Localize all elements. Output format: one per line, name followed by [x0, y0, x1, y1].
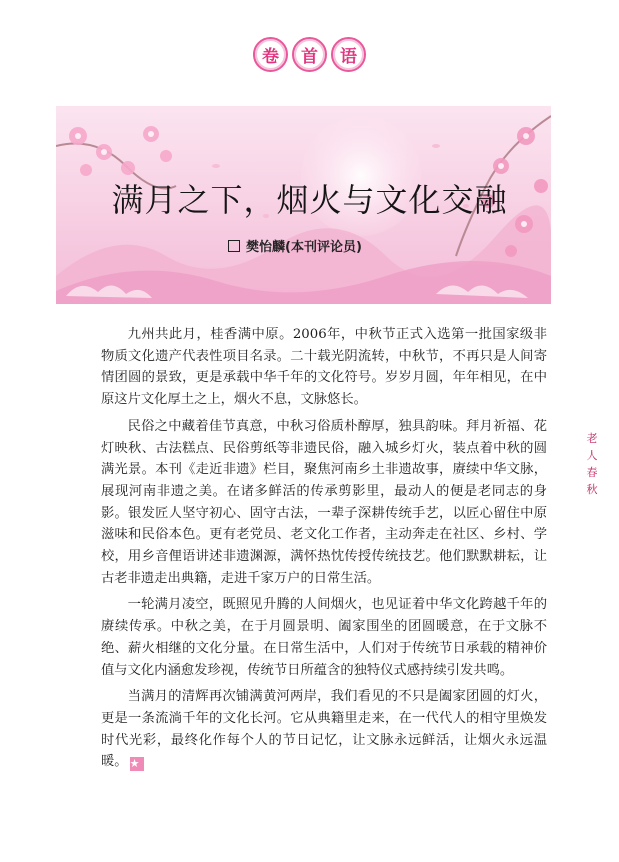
byline [228, 236, 362, 255]
column-header [0, 37, 619, 72]
side-column-label [584, 430, 600, 498]
header-char-2: 首 [292, 37, 327, 72]
byline-box-icon [228, 240, 240, 252]
paragraph-4 [101, 686, 547, 773]
side-char-3: 春 [586, 466, 598, 479]
paragraph-4-text: 当满月的清辉再次铺满黄河两岸，我们看见的不只是阖家团圆的灯火，更是一条流淌千年的文化长河。它从典籍里走来，在一代代人的相守里焕发时代光彩，最终化作每个人的节日记忆，让文脉永远鲜活，让烟火永远温暖。 [101, 689, 547, 770]
article-title: 满月之下，烟火与文化交融 [111, 181, 508, 219]
header-char-3: 语 [331, 37, 366, 72]
side-char-4: 秋 [586, 483, 598, 496]
end-star-icon: ★ [130, 757, 144, 771]
paragraph-1: 九州共此月，桂香满中原。2006年，中秋节正式入选第一批国家级非物质文化遗产代表性项目名录。二十载光阴流转，中秋节，不再只是人间寄情团圆的景致，更是承载中华千年的文化符号。岁岁月圆，年年相见，在中原这片文化厚土之上，烟火不息，文脉悠长。 [101, 327, 547, 408]
author-name: 樊怡麟(本刊评论员) [246, 240, 362, 255]
side-char-1: 老 [586, 432, 598, 445]
header-char-1: 卷 [253, 37, 288, 72]
article-body [101, 324, 547, 778]
side-char-2: 人 [586, 449, 598, 462]
paragraph-3: 一轮满月凌空，既照见升腾的人间烟火，也见证着中华文化跨越千年的赓续传承。中秋之美，在于月圆景明、阖家围坐的团圆暖意，在于文脉不绝、薪火相继的文化分量。在日常生活中，人们对于传统节日承载的精神价值与文化内涵愈发珍视，传统节日所蕴含的独特仪式感持续引发共鸣。 [101, 597, 547, 678]
paragraph-2: 民俗之中藏着佳节真意，中秋习俗质朴醇厚，独具韵味。拜月祈福、花灯映秋、古法糕点、民俗剪纸等非遗民俗，融入城乡灯火，装点着中秋的圆满光景。本刊《走近非遗》栏目，聚焦河南乡土非遗故事，赓续中华文脉，展现河南非遗之美。在诸多鲜活的传承剪影里，最动人的便是老同志的身影。银发匠人坚守初心、固守古法，一辈子深耕传统手艺，以匠心留住中原滋味和民俗本色。更有老党员、老文化工作者，主动奔走在社区、乡村、学校，用乡音俚语讲述非遗渊源，满怀热忱传授传统技艺。他们默默耕耘，让古老非遗走出典籍，走进千家万户的日常生活。 [101, 418, 547, 586]
